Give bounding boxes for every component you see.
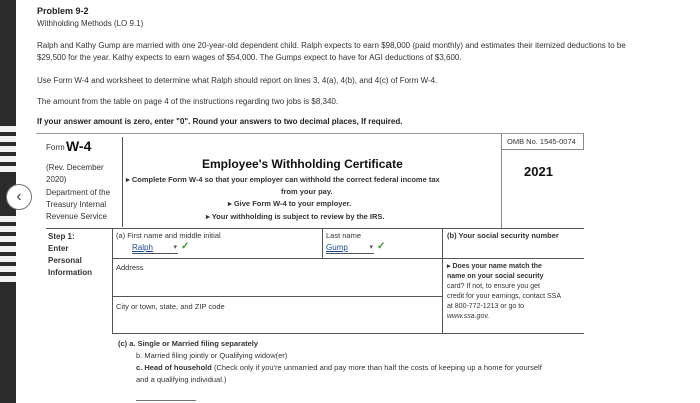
problem-paragraph-2: Use Form W-4 and worksheet to determine what Ralph should report on lines 3, 4(a), 4(b), and 4(c) of Form W-4. (37, 76, 438, 85)
form-instruction: from your pay. (281, 187, 333, 196)
first-name-label: (a) First name and middle initial (116, 231, 221, 240)
edge-stripe (0, 136, 16, 142)
paragraph-line: $29,500 for the year. Kathy expects to earn wages of $54,000. The Gumps expect to have for AGI deductions of $3,600. (37, 53, 462, 62)
edge-stripe (0, 246, 16, 252)
first-name-dropdown[interactable] (132, 243, 178, 254)
edge-stripe (0, 226, 16, 232)
edge-stripe (0, 266, 16, 272)
filing-status-married[interactable]: b. Married filing jointly or Qualifying widow(er) (136, 351, 288, 360)
step1-label: Personal (48, 256, 82, 265)
filing-head-label: c. Head of household (136, 363, 212, 372)
chevron-down-icon: ▾ (173, 244, 177, 251)
form-label: Form (46, 143, 65, 152)
filing-head-desc: (Check only if you're unmarried and pay more than half the costs of keeping up a home for yourself (213, 363, 542, 372)
check-icon: ✓ (181, 241, 190, 252)
form-instruction: ▸ Give Form W-4 to your employer. (228, 199, 352, 208)
filing-head-desc-cont: and a qualifying individual.) (136, 375, 227, 384)
check-icon: ✓ (377, 241, 386, 252)
problem-subtitle: Withholding Methods (LO 9.1) (37, 19, 144, 28)
form-instruction: ▸ Your withholding is subject to review by the IRS. (206, 212, 385, 221)
edge-stripe (0, 256, 16, 262)
step1-label: Step 1: (48, 232, 75, 241)
last-name-value: Gump (326, 243, 348, 252)
first-name-value: Ralph (132, 243, 153, 252)
filing-status-single[interactable]: (c) a. Single or Married filing separately (118, 339, 259, 348)
ssn-label: (b) Your social security number (447, 231, 559, 240)
ssa-notice-line: credit for your earnings, contact SSA (447, 293, 561, 300)
last-name-label: Last name (326, 231, 362, 240)
chevron-down-icon: ▾ (369, 244, 373, 251)
city-label: City or town, state, and ZIP code (116, 302, 225, 311)
paragraph-line: Ralph and Kathy Gump are married with one 20-year-old dependent child. Ralph expects to earn $98,000 (paid monthly) and estimates their itemized deductions to be (37, 41, 626, 50)
edge-stripe (0, 126, 16, 132)
problem-paragraph-3: The amount from the table on page 4 of the instructions regarding two jobs is $8,340. (37, 97, 339, 106)
step1-label: Enter (48, 244, 69, 253)
ssa-notice-line: ▸ Does your name match the (447, 263, 542, 270)
department-line: Treasury Internal (46, 200, 107, 209)
problem-title: Problem 9-2 (37, 6, 89, 16)
problem-paragraph-1 (37, 40, 677, 64)
ssa-notice (447, 262, 592, 322)
ssa-notice-line: at 800-772-1213 or go to (447, 303, 525, 310)
revision-line: 2020) (46, 175, 67, 184)
revision-line: (Rev. December (46, 163, 104, 172)
omb-number: OMB No. 1545-0074 (507, 137, 576, 146)
edge-stripe (0, 146, 16, 152)
chevron-left-icon: ‹ (16, 188, 22, 205)
form-title: Employee's Withholding Certificate (202, 157, 403, 171)
address-label: Address (116, 263, 144, 272)
last-name-dropdown[interactable] (326, 243, 374, 254)
step1-label: Information (48, 268, 92, 277)
problem-instruction: If your answer amount is zero, enter "0". Round your answers to two decimal places, If required. (37, 117, 403, 126)
form-number: W-4 (66, 138, 92, 154)
edge-stripe (0, 166, 16, 172)
filing-status-dropdown[interactable] (136, 390, 196, 401)
edge-stripe (0, 156, 16, 162)
form-instruction: ▸ Complete Form W-4 so that your employer can withhold the correct federal income tax (126, 175, 440, 184)
form-year: 2021 (524, 164, 553, 179)
department-line: Revenue Service (46, 212, 107, 221)
edge-stripe (0, 276, 16, 282)
ssa-notice-line: card? If not, to ensure you get (447, 283, 541, 290)
department-line: Department of the (46, 188, 111, 197)
filing-status-head-of-household[interactable] (136, 363, 666, 373)
edge-stripe (0, 236, 16, 242)
w4-form (36, 133, 666, 403)
ssa-notice-line: name on your social security (447, 273, 544, 280)
back-button[interactable] (6, 184, 32, 210)
edge-stripe (0, 216, 16, 222)
ssa-link[interactable]: www.ssa.gov. (447, 313, 490, 320)
